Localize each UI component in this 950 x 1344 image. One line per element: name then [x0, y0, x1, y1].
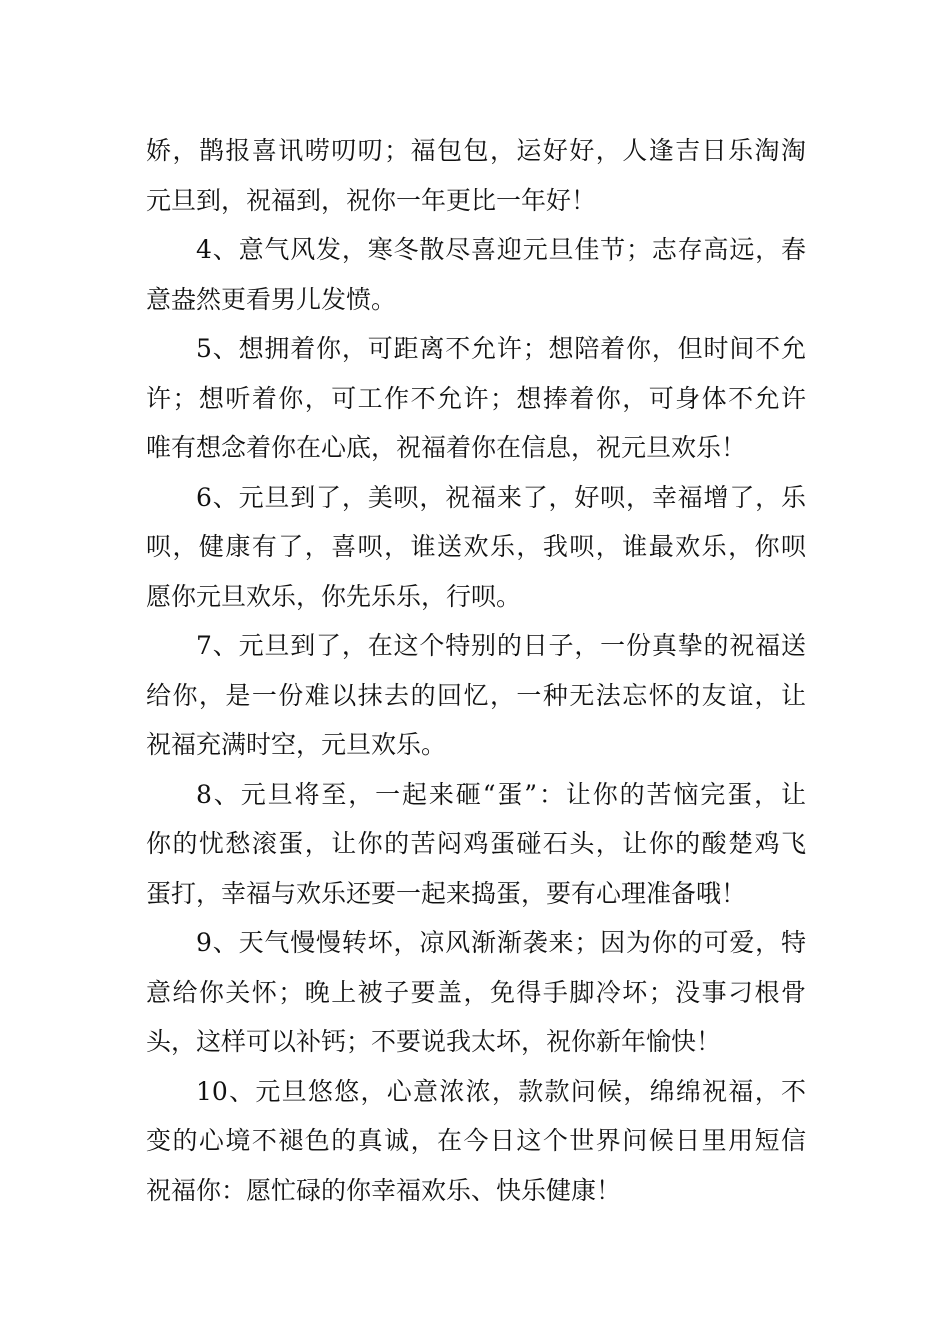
paragraph-item-6	[146, 473, 806, 622]
paragraph-item-8	[146, 770, 806, 919]
text-line: 头，这样可以补钙；不要说我太坏，祝你新年愉快！	[146, 1027, 722, 1056]
paragraph-item-9	[146, 918, 806, 1067]
text-line: 5、想拥着你，可距离不允许；想陪着你，但时间不允	[196, 334, 806, 363]
text-line: 6、元旦到了，美呗，祝福来了，好呗，幸福增了，乐	[196, 482, 806, 512]
text-line: 你的忧愁滚蛋，让你的苦闷鸡蛋碰石头，让你的酸楚鸡飞	[146, 829, 806, 858]
text-line: 呗，健康有了，喜呗，谁送欢乐，我呗，谁最欢乐，你呗	[146, 532, 806, 561]
text-line: 祝福你：愿忙碌的你幸福欢乐、快乐健康！	[146, 1175, 622, 1205]
text-line: 8、元旦将至，一起来砸“蛋”：让你的苦恼完蛋，让	[196, 779, 806, 809]
paragraph-continuation	[146, 126, 806, 225]
text-line: 变的心境不褪色的真诚，在今日这个世界问候日里用短信	[146, 1126, 806, 1155]
paragraph-item-7	[146, 621, 806, 770]
paragraph-item-5	[146, 324, 806, 473]
text-line: 愿你元旦欢乐，你先乐乐，行呗。	[146, 581, 522, 611]
text-line: 9、天气慢慢转坏，凉风渐渐袭来；因为你的可爱，特	[196, 928, 806, 957]
document-body	[146, 126, 806, 1215]
text-line: 祝福充满时空，元旦欢乐。	[146, 730, 447, 759]
text-line: 元旦到，祝福到，祝你一年更比一年好！	[146, 185, 597, 215]
text-line: 蛋打，幸福与欢乐还要一起来捣蛋，要有心理准备哦！	[146, 878, 747, 908]
text-line: 给你，是一份难以抹去的回忆，一种无法忘怀的友谊，让	[146, 680, 806, 710]
text-line: 10、元旦悠悠，心意浓浓，款款问候，绵绵祝福，不	[196, 1076, 806, 1106]
text-line: 4、意气风发，寒冬散尽喜迎元旦佳节；志存高远，春	[196, 235, 806, 264]
text-line: 唯有想念着你在心底，祝福着你在信息，祝元旦欢乐！	[146, 433, 747, 462]
text-line: 意盎然更看男儿发愤。	[146, 284, 397, 314]
paragraph-item-4	[146, 225, 806, 324]
text-line: 许；想听着你，可工作不允许；想捧着你，可身体不允许	[146, 383, 806, 413]
text-line: 意给你关怀；晚上被子要盖，免得手脚冷坏；没事刁根骨	[146, 977, 806, 1007]
text-line: 7、元旦到了，在这个特别的日子，一份真挚的祝福送	[196, 631, 806, 660]
text-line: 娇，鹊报喜讯唠叨叨；福包包，运好好，人逢吉日乐淘淘	[146, 136, 806, 165]
paragraph-item-10	[146, 1067, 806, 1216]
